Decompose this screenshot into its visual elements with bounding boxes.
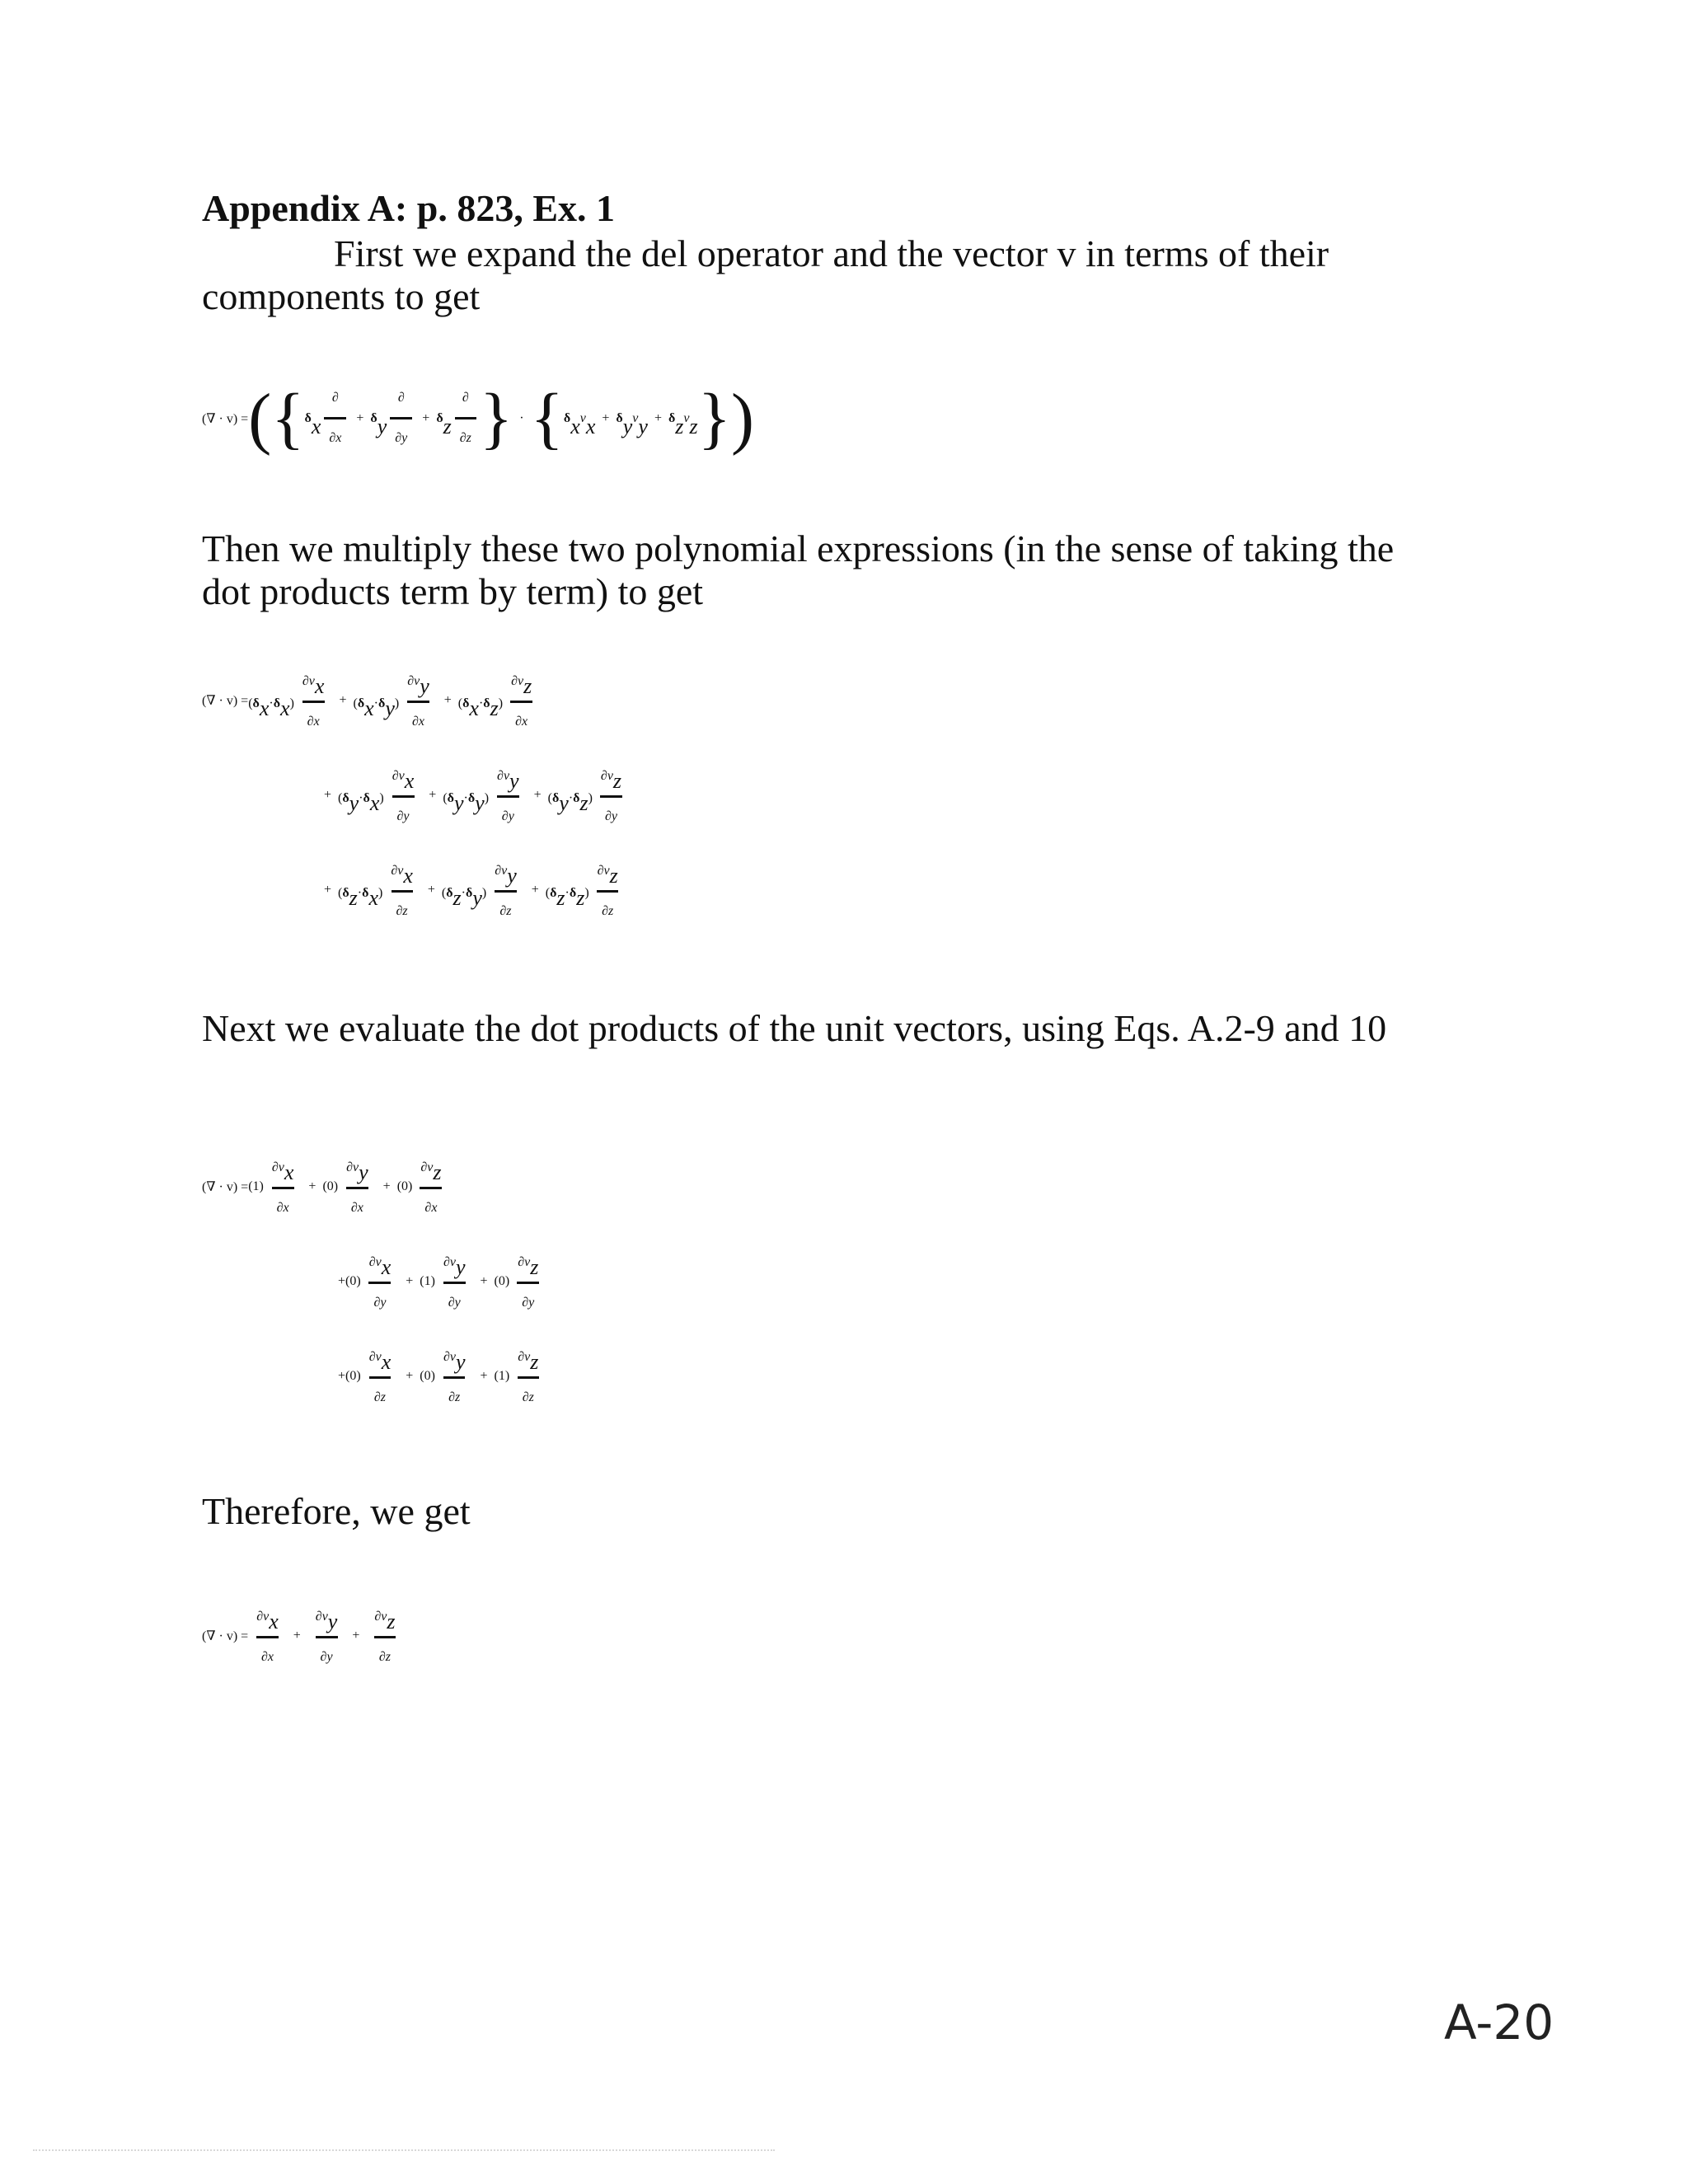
equation-3-row-3: + (0) $\frac{\partial vx}{\partial z}$ + (0) $\frac{\partial vy}{\partial z}$ + (1) $\frac{\partial vz}{\partial z}$ [338, 1335, 546, 1417]
equation-1-lhs: (∇ · v) = [202, 411, 249, 426]
equation-2-row-3: + (δz·δx) $\frac{\partial vx}{\partial z}$ + (δz·δy) $\frac{\partial vy}{\partial z}$ + (δz·δz) $\frac{\partial vz}{\partial z}$ [317, 849, 626, 930]
paragraph-1 [202, 232, 1405, 318]
equation-2-row-1: (∇ · v) = (δx·δx) $\frac{\partial vx}{\partial x}$ + (δx·δy) $\frac{\partial vy}{\partial x}$ + (δx·δz) $\frac{\partial vz}{\partial x}$ [202, 659, 540, 741]
equation-4-lhs: (∇ · v) = [202, 1629, 249, 1643]
equation-3-row-2: + (0) $\frac{\partial vx}{\partial y}$ + (1) $\frac{\partial vy}{\partial y}$ + (0) $\frac{\partial vz}{\partial y}$ [338, 1240, 546, 1322]
page-number: A-20 [1444, 1994, 1554, 2050]
equation-3-lhs: (∇ · v) = [202, 1179, 249, 1194]
scan-edge-dots [33, 2149, 775, 2153]
paragraph-4: Therefore, we get [202, 1490, 471, 1532]
equation-2-lhs: (∇ · v) = [202, 693, 249, 708]
appendix-heading: Appendix A: p. 823, Ex. 1 [202, 187, 616, 229]
equation-4: (∇ · v) = $\frac{\partial vx}{\partial x}$ + $\frac{\partial vy}{\partial y}$ + $\frac{\partial vz}{\partial z}$ [202, 1595, 404, 1676]
equation-3-row-1: (∇ · v) = (1) $\frac{\partial vx}{\partial x}$ + (0) $\frac{\partial vy}{\partial x}$ + (0) $\frac{\partial vz}{\partial x}$ [202, 1146, 449, 1227]
equation-1: (∇ · v) = ( { δ x $\frac{\partial}{\partial x}$ + δ y $\frac{\partial}{\partial y}$ + δ z $\frac{\partial}{\partial z}$ } · { δ x v x + δ y v y + δ z v z } ) [202, 379, 754, 457]
paragraph-1-text: First we expand the del operator and the vector v in terms of their components to get [202, 232, 1329, 317]
paragraph-2: Then we multiply these two polynomial expressions (in the sense of taking the dot products term by term) to get [202, 527, 1395, 612]
equation-2-row-2: + (δy·δx) $\frac{\partial vx}{\partial y}$ + (δy·δy) $\frac{\partial vy}{\partial y}$ + (δy·δz) $\frac{\partial vz}{\partial y}$ [317, 754, 630, 836]
paragraph-3: Next we evaluate the dot products of the unit vectors, using Eqs. A.2-9 and 10 [202, 1007, 1387, 1049]
